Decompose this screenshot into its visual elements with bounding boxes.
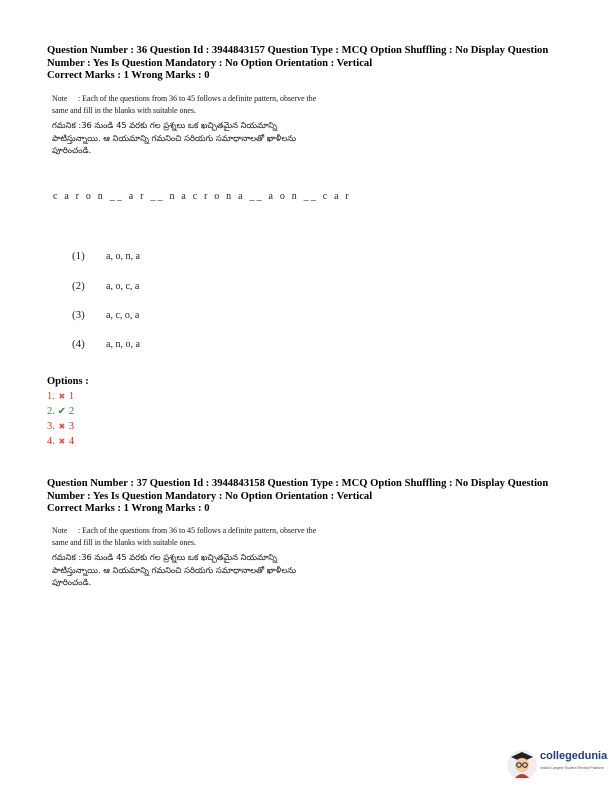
option-value: 2	[68, 406, 75, 417]
cross-icon: ✖	[58, 392, 66, 401]
options-list	[47, 376, 89, 449]
telugu-line: గమనిక :36 నుండి 45 వరకు గల ప్రశ్నలు ఒక ఖచ్చితమైన నియమాన్ని	[52, 120, 277, 130]
option-value: 1	[68, 391, 75, 402]
question-37-note	[52, 525, 392, 589]
choice-2	[72, 280, 139, 292]
note-text: same and fill in the blanks with suitable ones.	[52, 106, 196, 115]
header-line: Question Number : 37 Question Id : 3944843158 Question Type : MCQ Option Shuffling : No Display Question	[47, 478, 549, 489]
choice-number: (2)	[72, 280, 85, 292]
options-title: Options :	[47, 376, 89, 387]
header-line: Question Number : 36 Question Id : 3944843157 Question Type : MCQ Option Shuffling : No Display Question	[47, 45, 549, 56]
choice-text: a, n, o, a	[106, 339, 140, 350]
student-mascot-icon	[505, 748, 539, 782]
header-line: Number : Yes Is Question Mandatory : No Option Orientation : Vertical	[47, 57, 373, 69]
question-37-header	[47, 478, 587, 516]
cross-icon: ✖	[58, 437, 66, 446]
telugu-line: పూరించండి.	[52, 577, 92, 588]
note-text: same and fill in the blanks with suitable ones.	[52, 538, 196, 547]
note-label: Note	[52, 94, 68, 103]
option-2	[47, 404, 89, 419]
cross-icon: ✖	[58, 422, 66, 431]
header-line: Number : Yes Is Question Mandatory : No Option Orientation : Vertical	[47, 490, 373, 502]
note-text: : Each of the questions from 36 to 45 follows a definite pattern, observe the	[78, 526, 317, 535]
choice-1	[72, 250, 140, 262]
option-3	[47, 419, 89, 434]
logo-tagline: India's Largest Student Review Platform	[540, 766, 604, 770]
option-4	[47, 434, 89, 449]
logo-text: collegedunia	[540, 750, 608, 762]
note-label: Note	[52, 526, 68, 535]
marks-line: Correct Marks : 1 Wrong Marks : 0	[47, 70, 210, 81]
option-index: 1.	[47, 391, 55, 402]
marks-line: Correct Marks : 1 Wrong Marks : 0	[47, 503, 210, 514]
check-icon: ✔	[57, 406, 67, 417]
letter-series: c a r o n __ a r __ n a c r o n a __ a o n __ c a r	[53, 191, 351, 202]
telugu-line: పాటిస్తున్నాయి. ఆ నియమాన్ని గమనించి సరియగు సమాధానాలతో ఖాళీలను	[52, 564, 296, 575]
choice-text: a, c, o, a	[106, 310, 140, 321]
telugu-line: పాటిస్తున్నాయి. ఆ నియమాన్ని గమనించి సరియగు సమాధానాలతో ఖాళీలను	[52, 132, 296, 143]
choice-text: a, o, n, a	[106, 251, 140, 262]
question-36-note	[52, 93, 392, 157]
option-index: 3.	[47, 421, 55, 432]
telugu-note	[52, 119, 392, 157]
question-36-header	[47, 45, 587, 83]
choice-3	[72, 309, 139, 321]
choice-number: (3)	[72, 309, 85, 321]
telugu-note	[52, 551, 392, 589]
option-1	[47, 389, 89, 404]
telugu-line: పూరించండి.	[52, 145, 92, 156]
choice-4	[72, 338, 140, 350]
collegedunia-logo[interactable]	[505, 748, 608, 782]
telugu-line: గమనిక :36 నుండి 45 వరకు గల ప్రశ్నలు ఒక ఖచ్చితమైన నియమాన్ని	[52, 552, 277, 562]
option-index: 2.	[47, 406, 55, 417]
choice-text: a, o, c, a	[106, 281, 140, 292]
choice-number: (1)	[72, 250, 85, 262]
option-value: 4	[68, 436, 75, 447]
option-value: 3	[68, 421, 75, 432]
note-text: : Each of the questions from 36 to 45 follows a definite pattern, observe the	[78, 94, 317, 103]
option-index: 4.	[47, 436, 55, 447]
choice-number: (4)	[72, 338, 85, 350]
